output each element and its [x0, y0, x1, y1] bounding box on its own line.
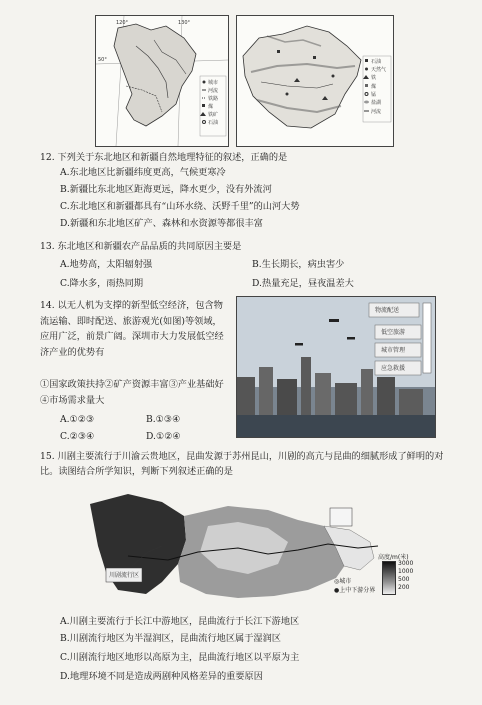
svg-text:河流: 河流 [208, 88, 219, 94]
q15-option-a[interactable]: A.川剧主要流行于长江中游地区，昆曲流行于长江下游地区 [60, 616, 300, 627]
low-altitude-economy-photo [236, 296, 436, 438]
q13-option-d[interactable]: D.热量充足，昼夜温差大 [252, 278, 354, 289]
elevation-500: 500 [398, 576, 410, 583]
q12-option-d[interactable]: D.新疆和东北地区矿产、森林和水资源等都很丰富 [60, 218, 263, 229]
xinjiang-map [236, 15, 394, 147]
question-12-stem: 12. 下列关于东北地区和新疆自然地理特征的叙述，正确的是 [40, 152, 288, 163]
q14-option-a[interactable]: A.①②③ [60, 414, 95, 425]
svg-text:石油: 石油 [208, 120, 219, 126]
q12-option-b[interactable]: B.新疆比东北地区距海更远，降水更少，没有外流河 [60, 184, 272, 195]
svg-text:河流: 河流 [371, 109, 382, 115]
q13-option-c[interactable]: C.降水多，雨热同期 [60, 278, 144, 289]
svg-text:铁矿: 铁矿 [208, 112, 219, 118]
elevation-1000: 1000 [398, 568, 414, 575]
question-15-stem: 15. 川剧主要流行于川渝云贵地区，昆曲发源于苏州昆山，川剧的高亢与昆曲的细腻形成了鲜明的对比。读图结合所学知识，判断下列叙述正确的是 [40, 451, 444, 477]
svg-text:煤: 煤 [208, 104, 214, 110]
q12-option-c[interactable]: C.东北地区和新疆都具有“山环水绕、沃野千里”的山河大势 [60, 201, 300, 212]
legend-reach-boundary: ●上中下游分界 [334, 587, 376, 594]
lon-120-label: 120° [116, 20, 129, 26]
legend-city: ◎城市 [334, 578, 352, 585]
svg-text:铁: 铁 [371, 75, 377, 81]
lon-130-label: 130° [178, 20, 191, 26]
q15-option-d[interactable]: D.地理环境不同是造成两剧种风格差异的重要原因 [60, 671, 263, 682]
elevation-legend [334, 552, 438, 602]
elevation-scale [382, 561, 396, 595]
elevation-3000: 3000 [398, 560, 414, 567]
q14-option-d[interactable]: D.①②④ [146, 431, 181, 442]
fig2-legend [363, 56, 391, 122]
q13-option-b[interactable]: B.生长期长，病虫害少 [252, 259, 345, 270]
q14-option-b[interactable]: B.①③④ [146, 414, 181, 425]
drone-city-photo-svg [237, 297, 435, 437]
photo-label-1: 物流配送 [375, 307, 400, 314]
xinjiang-map-svg [237, 16, 393, 146]
q14-items: ①国家政策扶持②矿产资源丰富③产业基础好④市场需求量大 [40, 379, 224, 406]
q15-option-b[interactable]: B.川剧流行地区为半湿润区，昆曲流行地区属于湿润区 [60, 633, 281, 644]
sichuan-opera-area-label: 川剧流行区 [109, 572, 140, 579]
svg-text:天然气: 天然气 [371, 67, 387, 73]
svg-text:煤: 煤 [371, 84, 377, 90]
svg-text:锰: 锰 [371, 92, 377, 98]
q13-option-a[interactable]: A.地势高，太阳辐射强 [60, 259, 153, 270]
photo-label-2: 低空旅游 [381, 329, 406, 336]
question-13-stem: 13. 东北地区和新疆农产品品质的共同原因主要是 [40, 241, 242, 252]
svg-text:铁路: 铁路 [208, 96, 219, 102]
lat-50-label: 50° [98, 57, 107, 63]
photo-label-boxes [369, 303, 421, 375]
svg-text:城市: 城市 [208, 80, 219, 86]
elevation-200: 200 [398, 584, 410, 591]
svg-text:盐湖: 盐湖 [371, 100, 382, 106]
northeast-map-svg [96, 16, 228, 146]
q12-option-a[interactable]: A.东北地区比新疆纬度更高，气候更寒冷 [60, 167, 226, 178]
city-dot-icon: ◎ [334, 578, 340, 585]
q14-option-c[interactable]: C.②③④ [60, 431, 95, 442]
elevation-legend-title: 高度/m(米) [378, 554, 409, 561]
fig1-legend [200, 76, 226, 136]
q15-option-c[interactable]: C.川剧流行地区地形以高原为主，昆曲流行地区以平原为主 [60, 652, 300, 663]
boundary-dot-icon: ● [334, 587, 340, 594]
svg-text:石油: 石油 [371, 59, 382, 65]
northeast-china-map [95, 15, 229, 147]
question-14-stem: 14. 以无人机为支撑的新型低空经济，包含物流运输、即时配送、旅游观光(如图)等领域，应用广泛，前景广阔。深圳市大力发展低空经济产业的优势有 [40, 300, 224, 358]
photo-label-4: 应急救援 [381, 365, 406, 372]
photo-label-3: 城市管理 [381, 347, 406, 354]
